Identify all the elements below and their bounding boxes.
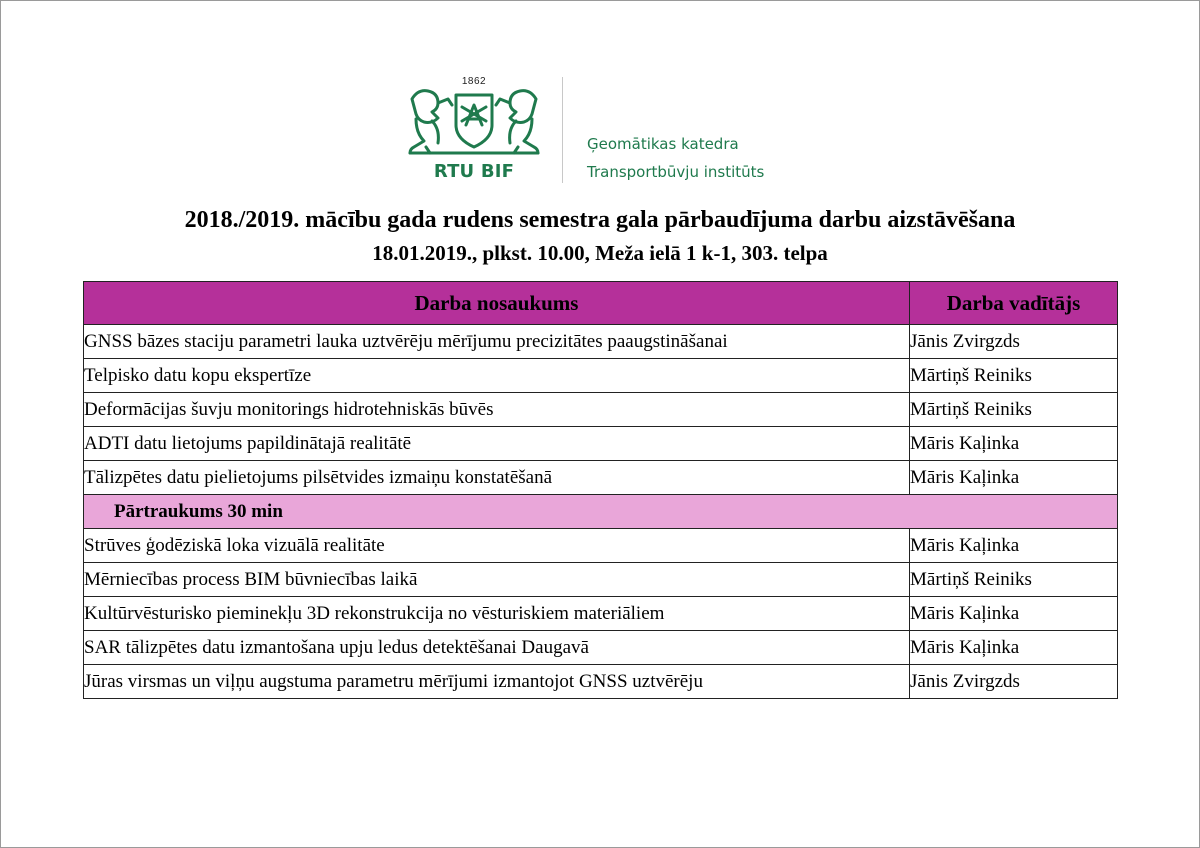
thesis-supervisor: Jānis Zvirgzds	[910, 665, 1118, 699]
table-row	[84, 665, 1118, 699]
thesis-supervisor: Māris Kaļinka	[910, 529, 1118, 563]
column-header-title: Darba nosaukums	[84, 282, 910, 325]
table-row	[84, 631, 1118, 665]
thesis-title: Kultūrvēsturisko pieminekļu 3D rekonstrukcija no vēsturiskiem materiāliem	[84, 597, 910, 631]
logo-wordmark: RTU BIF	[433, 161, 515, 182]
defense-schedule-table	[83, 281, 1118, 699]
thesis-supervisor: Mārtiņš Reiniks	[910, 359, 1118, 393]
thesis-title: Telpisko datu kopu ekspertīze	[84, 359, 910, 393]
thesis-title: ADTI datu lietojums papildinātajā realitātē	[84, 427, 910, 461]
department-name: Ģeomātikas katedra	[587, 135, 739, 153]
thesis-supervisor: Jānis Zvirgzds	[910, 325, 1118, 359]
table-row	[84, 393, 1118, 427]
thesis-supervisor: Mārtiņš Reiniks	[910, 393, 1118, 427]
thesis-title: Jūras virsmas un viļņu augstuma parametru mērījumi izmantojot GNSS uztvērēju	[84, 665, 910, 699]
thesis-title: Strūves ģodēziskā loka vizuālā realitāte	[84, 529, 910, 563]
rtu-logo	[406, 73, 542, 185]
break-row	[84, 495, 1118, 529]
header-logo-block	[406, 73, 806, 185]
thesis-supervisor: Māris Kaļinka	[910, 427, 1118, 461]
table-row	[84, 325, 1118, 359]
column-header-supervisor: Darba vadītājs	[910, 282, 1118, 325]
table-row	[84, 359, 1118, 393]
thesis-title: Tālizpētes datu pielietojums pilsētvides izmaiņu konstatēšanā	[84, 461, 910, 495]
logo-divider	[562, 77, 563, 183]
table-row	[84, 597, 1118, 631]
thesis-title: SAR tālizpētes datu izmantošana upju ledus detektēšanai Daugavā	[84, 631, 910, 665]
thesis-supervisor: Māris Kaļinka	[910, 631, 1118, 665]
table-row	[84, 529, 1118, 563]
thesis-title: Mērniecības process BIM būvniecības laikā	[84, 563, 910, 597]
thesis-title: GNSS bāzes staciju parametri lauka uztvērēju mērījumu precizitātes paaugstināšanai	[84, 325, 910, 359]
table-header-row	[84, 282, 1118, 325]
table-row	[84, 563, 1118, 597]
thesis-supervisor: Mārtiņš Reiniks	[910, 563, 1118, 597]
logo-year: 1862	[461, 76, 487, 87]
thesis-supervisor: Māris Kaļinka	[910, 461, 1118, 495]
page-subtitle: 18.01.2019., plkst. 10.00, Meža ielā 1 k-1, 303. telpa	[372, 241, 828, 265]
thesis-supervisor: Māris Kaļinka	[910, 597, 1118, 631]
table-row	[84, 461, 1118, 495]
break-label: Pārtraukums 30 min	[84, 495, 1118, 529]
table-row	[84, 427, 1118, 461]
thesis-title: Deformācijas šuvju monitorings hidrotehniskās būvēs	[84, 393, 910, 427]
institute-name: Transportbūvju institūts	[587, 163, 765, 181]
page-title: 2018./2019. mācību gada rudens semestra gala pārbaudījuma darbu aizstāvēšana	[184, 207, 1016, 233]
